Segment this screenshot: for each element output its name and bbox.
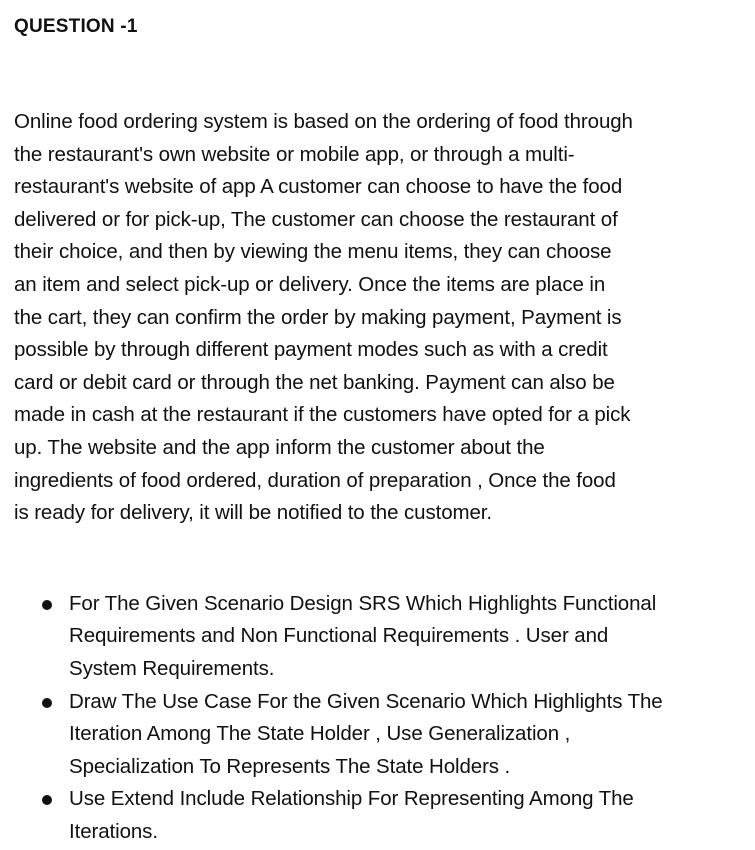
task-line: For The Given Scenario Design SRS Which Highlights Functional: [69, 591, 657, 615]
scenario-line: Online food ordering system is based on the ordering of food through: [14, 110, 633, 133]
task-line: Requirements and Non Functional Requirements . User and: [69, 624, 609, 648]
scenario-line: the cart, they can confirm the order by making payment, Payment is: [14, 305, 622, 329]
task-line: Iteration Among The State Holder , Use Generalization ,: [69, 722, 571, 746]
task-item-use-case: [14, 686, 734, 784]
question-heading: QUESTION -1: [14, 16, 138, 37]
task-item-srs: [14, 588, 734, 686]
task-line: Iterations.: [69, 819, 158, 843]
task-list: [14, 588, 734, 849]
scenario-line: made in cash at the restaurant if the customers have opted for a pick: [14, 403, 631, 427]
scenario-line: the restaurant's own website or mobile app, or through a multi-: [14, 142, 575, 166]
task-item-extend-include: [14, 783, 734, 848]
document-page: [14, 14, 734, 848]
scenario-line: possible by through different payment modes such as with a credit: [14, 338, 608, 362]
bullet-icon: [42, 698, 52, 708]
task-line: System Requirements.: [69, 656, 275, 680]
scenario-line: is ready for delivery, it will be notified to the customer.: [14, 501, 492, 525]
scenario-line: up. The website and the app inform the customer about the: [14, 435, 545, 459]
scenario-line: delivered or for pick-up, The customer can choose the restaurant of: [14, 207, 618, 231]
scenario-line: ingredients of food ordered, duration of preparation , Once the food: [14, 468, 616, 492]
bullet-icon: [42, 600, 52, 610]
task-line: Draw The Use Case For the Given Scenario Which Highlights The: [69, 689, 663, 713]
scenario-line: their choice, and then by viewing the menu items, they can choose: [14, 240, 612, 264]
scenario-paragraph: [14, 106, 734, 530]
scenario-line: an item and select pick-up or delivery. Once the items are place in: [14, 272, 606, 296]
scenario-line: card or debit card or through the net banking. Payment can also be: [14, 370, 615, 394]
scenario-line: restaurant's website of app A customer can choose to have the food: [14, 175, 623, 199]
task-line: Specialization To Represents The State Holders .: [69, 754, 511, 778]
task-line: Use Extend Include Relationship For Representing Among The: [69, 787, 634, 811]
bullet-icon: [42, 795, 52, 805]
